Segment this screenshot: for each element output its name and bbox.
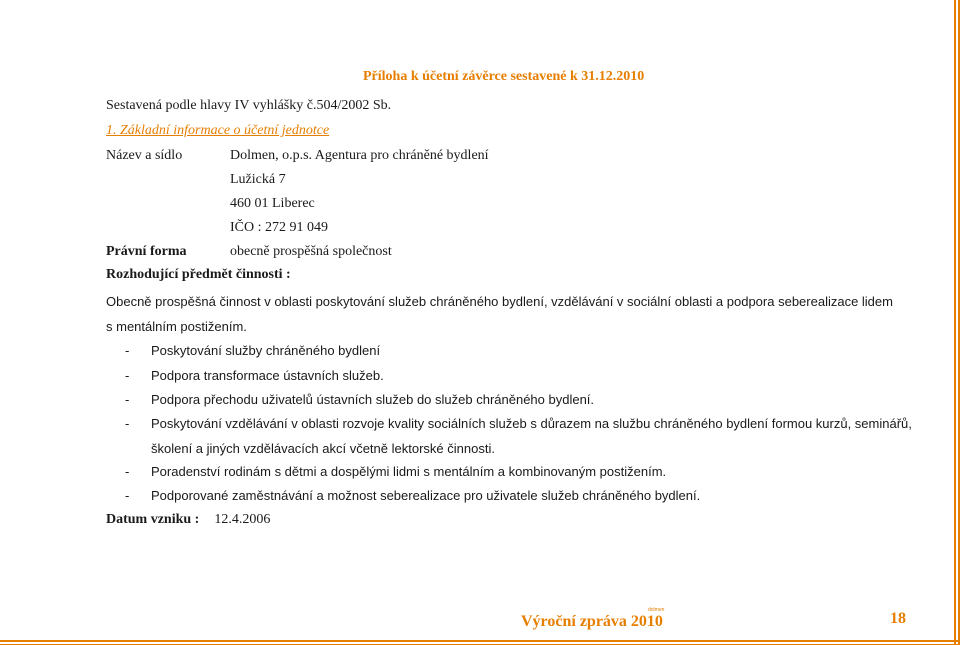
bottom-page-border <box>0 640 960 645</box>
list-item <box>125 416 912 431</box>
bullet-text: Poradenství rodinám s dětmi a dospělými lidmi s mentálním a kombinovaným postižením. <box>151 464 667 479</box>
bullet-dash: - <box>125 464 130 479</box>
legal-form-label: Právní forma <box>106 244 187 259</box>
entity-city: 460 01 Liberec <box>230 196 315 211</box>
entity-ico: IČO : 272 91 049 <box>230 220 328 235</box>
list-item <box>125 464 666 479</box>
bullet-dash: - <box>125 416 130 431</box>
bullet-text: Poskytování služby chráněného bydlení <box>151 343 381 358</box>
attachment-title: Příloha k účetní závěrce sestavené k 31.12.2010 <box>363 69 645 84</box>
bullet-text: Podpora transformace ústavních služeb. <box>151 368 384 383</box>
entity-name: Dolmen, o.p.s. Agentura pro chráněné bydlení <box>230 148 489 163</box>
right-page-border <box>954 0 960 645</box>
founding-date-row <box>106 512 270 528</box>
prepared-per-line: Sestavená podle hlavy IV vyhlášky č.504/2002 Sb. <box>106 98 392 113</box>
bullet-text: Poskytování vzdělávání v oblasti rozvoje kvality sociálních služeb s důrazem na službu chráněného bydlení formou kurzů, seminářů, <box>151 416 912 431</box>
activity-intro-line1: Obecně prospěšná činnost v oblasti poskytování služeb chráněného bydlení, vzdělávání v sociální oblasti a podpora seberealizace lidem <box>106 294 893 309</box>
founding-date-label: Datum vzniku : <box>106 512 200 527</box>
bullet-text: Podpora přechodu uživatelů ústavních služeb do služeb chráněného bydlení. <box>151 392 595 407</box>
bullet-dash: - <box>125 392 130 407</box>
list-item <box>125 343 380 358</box>
list-item <box>125 392 594 407</box>
bullet-continuation: školení a jiných vzdělávacích akcí včetně lektorské činnosti. <box>151 441 495 456</box>
footer-report-title: Výroční zpráva 2010 <box>521 613 663 630</box>
activity-label: Rozhodující předmět činnosti : <box>106 267 291 282</box>
page-number: 18 <box>890 610 906 627</box>
bullet-text: Podporované zaměstnávání a možnost seberealizace pro uživatele služeb chráněného bydlení. <box>151 488 701 503</box>
bullet-dash: - <box>125 368 130 383</box>
legal-form-value: obecně prospěšná společnost <box>230 244 392 259</box>
list-item <box>125 488 700 503</box>
founding-date-value: 12.4.2006 <box>214 512 271 527</box>
entity-street: Lužická 7 <box>230 172 286 187</box>
section-title: 1. Základní informace o účetní jednotce <box>106 123 330 138</box>
bullet-dash: - <box>125 488 130 503</box>
name-label: Název a sídlo <box>106 148 183 163</box>
activity-intro-line2: s mentálním postižením. <box>106 319 247 334</box>
list-item <box>125 368 384 383</box>
footer-logo-mark: dolmen <box>648 607 665 613</box>
bullet-dash: - <box>125 343 130 358</box>
